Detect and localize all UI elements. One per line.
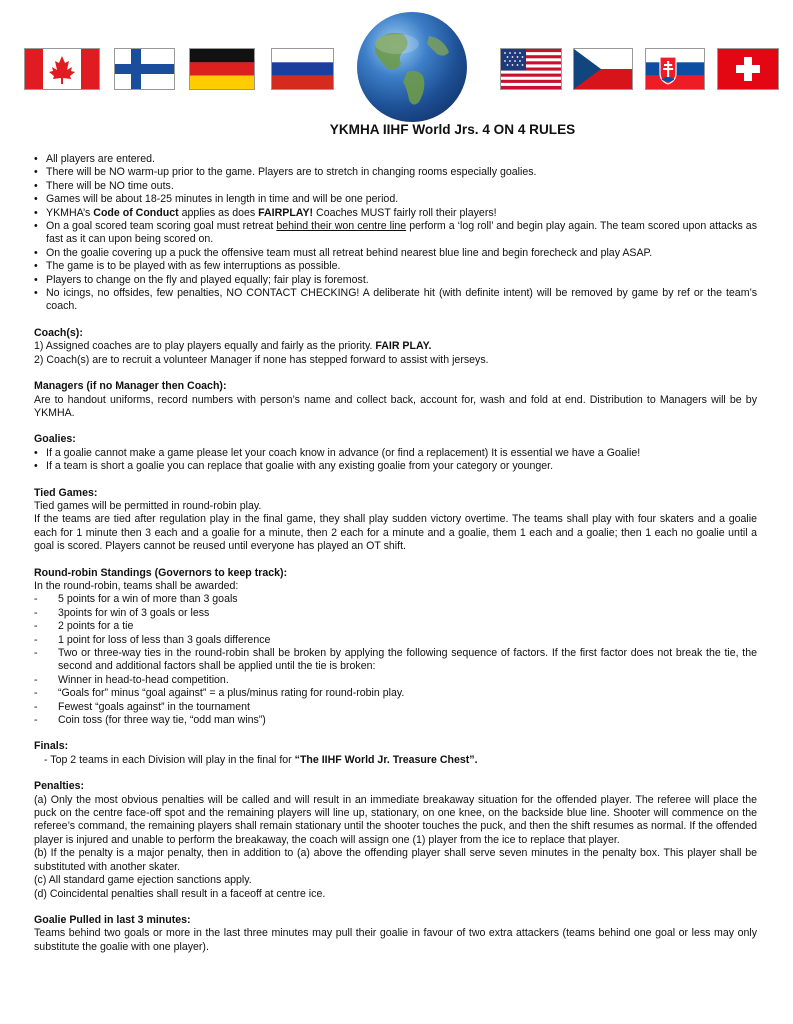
general-rules-list (34, 153, 757, 314)
standings-section (34, 567, 757, 728)
flag-switzerland-icon (717, 48, 779, 90)
list-item: • The game is to be played with as few interruptions as possible. (34, 260, 757, 273)
paragraph: (d) Coincidental penalties shall result in a faceoff at centre ice. (34, 887, 326, 900)
managers-section (34, 380, 757, 420)
list-item: • If a team is short a goalie you can replace that goalie with any existing goalie from your category or younger. (34, 460, 757, 473)
text: On a goal scored team scoring goal must retreat (46, 220, 277, 233)
goalies-section (34, 433, 757, 473)
flag-czech-icon (573, 48, 633, 90)
flag-usa-icon (500, 48, 562, 90)
goalie-pulled-section (34, 914, 757, 954)
paragraph (34, 754, 757, 767)
list-item: • There will be NO warm-up prior to the game. Players are to stretch in changing rooms especially goalies. (34, 166, 757, 179)
list-item: - 1 point for loss of less than 3 goals difference (34, 634, 757, 647)
section-heading: Finals: (34, 740, 69, 753)
list-item (34, 207, 757, 220)
list-item: - Winner in head-to-head competition. (34, 674, 757, 687)
penalties-section (34, 780, 757, 901)
list-item: - “Goals for” minus “goal against” = a plus/minus rating for round-robin play. (34, 687, 757, 700)
section-heading: Tied Games: (34, 486, 98, 499)
flag-finland-icon (114, 48, 175, 90)
paragraph: If the teams are tied after regulation play in the final game, they shall play sudden victory overtime. The teams shall play with four skaters and a goalie each for 1 minute then 3 each and a goalie for a minute, then 2 each for a minute and a goalie, them 1 each and a goalie; then 1 each no goalie until a goal is scored. Players cannot be reused until everyone has played an OT shift. (34, 513, 757, 553)
list-item: - Coin toss (for three way tie, “odd man wins”) (34, 714, 757, 727)
fair-play-text: FAIR PLAY. (375, 340, 432, 353)
list-item: - Two or three-way ties in the round-robin shall be broken by applying the following sequence of factors. If the first factor does not break the tie, the second and additional factors shall be applied until the tie is broken: (34, 647, 757, 674)
list-item: • Games will be about 18-25 minutes in length in time and will be one period. (34, 193, 757, 206)
text: perform a ‘log roll’ and begin play again. The team scored upon attacks as fast as it can upon being scored on. (46, 220, 757, 246)
list-item: - Fewest “goals against” in the tournament (34, 701, 757, 714)
section-heading: Goalies: (34, 433, 76, 446)
paragraph: (a) Only the most obvious penalties will be called and will result in an immediate breakaway situation for the offended player. The referee will place the puck on the centre face-off spot and the remaining players will line up, stationary, on one knee, on the backside blue line. Shooter will commence on the referee’s command, the remaining players shall remain stationary until the shooter touches the puck, and then the shift resumes as normal. If the offended player is injured and unable to perform the breakaway, the coach will assign one (1) player from the ice to replace that player. (34, 793, 757, 846)
list-item: • If a goalie cannot make a game please let your coach know in advance (or find a replacement) It is essential we have a Goalie! (34, 447, 757, 460)
text: 1) Assigned coaches are to play players equally and fairly as the priority. (34, 340, 376, 353)
list-item: • All players are entered. (34, 153, 757, 166)
paragraph: Are to handout uniforms, record numbers with person’s name and collect back, account for, wash and fold at end. Distribution to Managers will be by YKMHA. (34, 393, 757, 419)
flag-russia-icon (271, 48, 334, 90)
list-item: - 5 points for a win of more than 3 goals (34, 593, 757, 606)
flag-canada-icon (24, 48, 100, 90)
section-heading: Coach(s): (34, 326, 83, 339)
list-item: • There will be NO time outs. (34, 180, 757, 193)
list-item: • Players to change on the fly and played equally; fair play is foremost. (34, 274, 757, 287)
text: - Top 2 teams in each Division will play in the final for (44, 753, 295, 766)
paragraph (34, 340, 757, 353)
finals-section (34, 740, 757, 767)
text: applies as does (178, 206, 259, 219)
section-heading: Penalties: (34, 780, 85, 793)
globe-icon (357, 12, 467, 122)
list-item: • On the goalie covering up a puck the offensive team must all retreat behind nearest blue line and begin forecheck and play ASAP. (34, 247, 757, 260)
paragraph: Teams behind two goals or more in the last three minutes may pull their goalie in favour of two extra attackers (teams behind one goal or less may only substitute the goalie with one player). (34, 927, 757, 953)
paragraph: (b) If the penalty is a major penalty, then in addition to (a) above the offending player shall serve seven minutes in the penalty box. This player shall be substituted with another skater. (34, 847, 757, 873)
tied-games-section (34, 487, 757, 554)
list-item (34, 220, 757, 247)
list-item: - 2 points for a tie (34, 620, 757, 633)
page-title: YKMHA IIHF World Jrs. 4 ON 4 RULES (329, 122, 576, 137)
goalies-list (34, 447, 757, 474)
section-heading: Managers (if no Manager then Coach): (34, 380, 227, 393)
text: Coaches MUST fairly roll their players! (313, 206, 497, 219)
paragraph: Tied games will be permitted in round-robin play. (34, 499, 262, 512)
treasure-chest-text: “The IIHF World Jr. Treasure Chest”. (294, 753, 478, 766)
coach-section (34, 327, 757, 367)
underlined-text: behind their won centre line (276, 220, 407, 233)
flag-germany-icon (189, 48, 255, 90)
fairplay-text: FAIRPLAY! (258, 206, 314, 219)
code-of-conduct-text: Code of Conduct (93, 206, 179, 219)
list-item: • No icings, no offsides, few penalties, NO CONTACT CHECKING! A deliberate hit (with definite intent) will be removed by game by ref or the team’s coach. (34, 287, 757, 314)
flag-slovakia-icon (645, 48, 705, 90)
paragraph: In the round-robin, teams shall be awarded: (34, 579, 239, 592)
list-item: - 3points for win of 3 goals or less (34, 607, 757, 620)
section-heading: Goalie Pulled in last 3 minutes: (34, 913, 191, 926)
section-heading: Round-robin Standings (Governors to keep track): (34, 566, 288, 579)
rules-document (34, 153, 757, 954)
text: YKMHA’s (46, 206, 94, 219)
paragraph: (c) All standard game ejection sanctions apply. (34, 874, 252, 887)
flags-banner (0, 0, 793, 115)
standings-list (34, 593, 757, 727)
paragraph: 2) Coach(s) are to recruit a volunteer Manager if none has stepped forward to assist with jerseys. (34, 353, 489, 366)
